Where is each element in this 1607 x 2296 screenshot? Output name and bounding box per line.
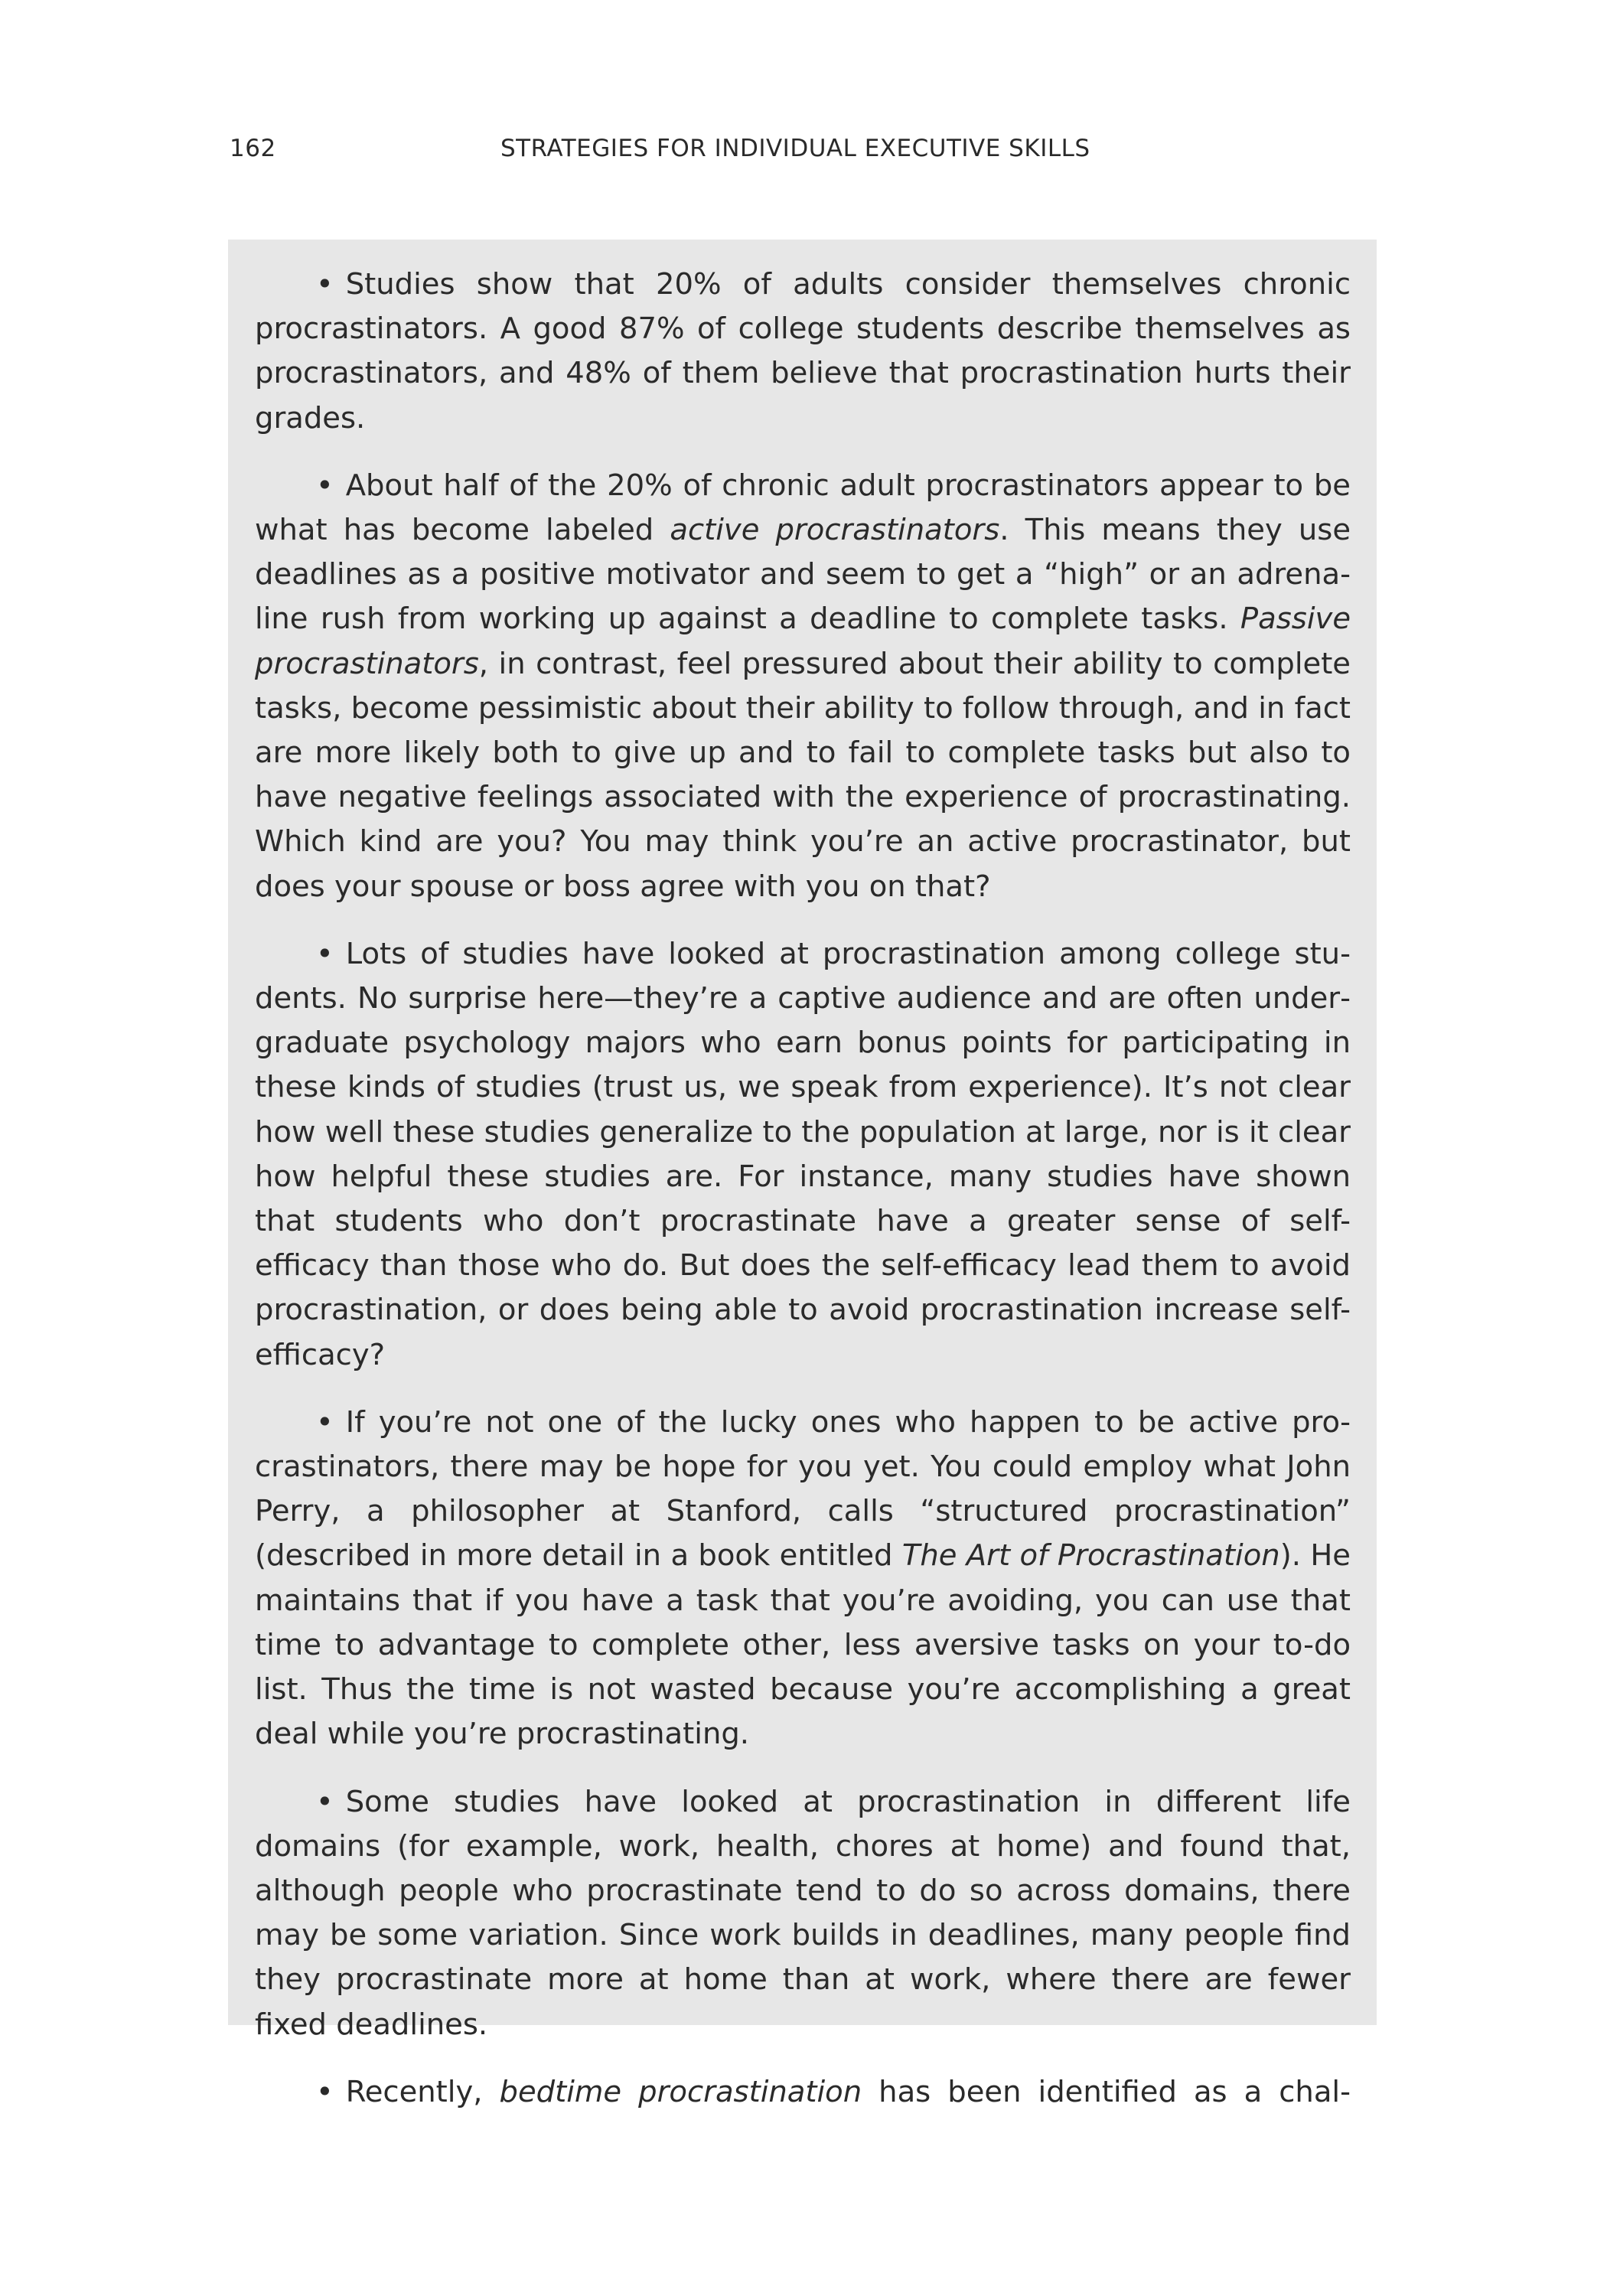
italic-term-passive-procrastinators: Passive procrastinators xyxy=(255,602,1351,681)
bullet-paragraph-active-procrastinators xyxy=(255,464,1351,909)
paragraph-text: has been identified as a chal- xyxy=(862,2074,1351,2109)
bullet-paragraph-college-students xyxy=(255,932,1351,1378)
paragraph-text: Recently, xyxy=(345,2074,500,2109)
bullet-icon: • xyxy=(316,2074,334,2109)
sidebar-box xyxy=(228,240,1377,2109)
running-head: STRATEGIES FOR INDIVIDUAL EXECUTIVE SKILLS xyxy=(500,135,1090,162)
bullet-icon: • xyxy=(316,1404,334,1440)
italic-book-title: The Art of Procrastination xyxy=(901,1538,1280,1574)
paragraph-text: ). He maintains that if you have a task that you’re avoiding, you can use that time to advantage to complete other, less aversive tasks on your to-do list. Thus the time is not wasted because you’re accomplishing a great deal while you’re procrastinating. xyxy=(255,1538,1351,1752)
bullet-paragraph-chronic-procrastinators xyxy=(255,263,1351,441)
bullet-icon: • xyxy=(316,468,334,503)
bullet-paragraph-life-domains xyxy=(255,1780,1351,2047)
paragraph-text: About half of the 20% of chronic adult procrastinators appear to be what has become labeled xyxy=(255,468,1351,548)
bullet-icon: • xyxy=(316,936,334,971)
page-number: 162 xyxy=(230,135,276,162)
italic-term-bedtime-procrastination: bedtime procrastination xyxy=(499,2074,862,2109)
italic-term-active-procrastinators: active procrastinators xyxy=(670,513,1000,548)
bullet-paragraph-bedtime-procrastination xyxy=(255,2070,1351,2115)
bullet-icon: • xyxy=(316,267,334,302)
paragraph-text: Lots of studies have looked at procrastination among college students. No surprise here—they’re a captive audience and are often undergraduate psychology majors who earn bonus points for participating in these kinds of studies (trust us, we speak from experience). It’s not clear how well these studies generalize to the population at large, nor is it clear how helpful these studies are. For instance, many studies have shown that students who don’t procrastinate have a greater sense of self-efficacy than those who do. But does the self-efficacy lead them to avoid procrastination, or does being able to avoid procrastination increase self-efficacy? xyxy=(255,936,1351,1372)
paragraph-text: Some studies have looked at procrastination in different life domains (for example, work, health, chores at home) and found that, although people who procrastinate tend to do so across domains, there may be some variation. Since work builds in deadlines, many people find they procrastinate more at home than at work, where there are fewer fixed deadlines. xyxy=(255,1784,1351,2042)
bullet-icon: • xyxy=(316,1784,334,1819)
paragraph-text: If you’re not one of the lucky ones who happen to be active procrastinators, there may be hope for you yet. You could employ what John Perry, a philosopher at Stanford, calls “structured procrastination” (described in more detail in a book entitled xyxy=(255,1404,1351,1574)
paragraph-text: Studies show that 20% of adults consider themselves chronic procrastinators. A good 87% of college students describe themselves as procrastinators, and 48% of them believe that procrastination hurts their grades. xyxy=(255,267,1351,435)
paragraph-text: , in contrast, feel pressured about their ability to complete tasks, become pessimistic about their ability to follow through, and in fact are more likely both to give up and to fail to complete tasks but also to have negative feelings associated with the experience of procrastinating. Which kind are you? You may think you’re an active procrastinator, but does your spouse or boss agree with you on that? xyxy=(255,646,1351,904)
paragraph-text: . This means they use deadlines as a positive motivator and seem to get a “high” or an adrenaline rush from working up against a deadline to complete tasks. xyxy=(255,513,1351,637)
page-header xyxy=(0,135,1607,171)
bullet-paragraph-structured-procrastination xyxy=(255,1401,1351,1757)
